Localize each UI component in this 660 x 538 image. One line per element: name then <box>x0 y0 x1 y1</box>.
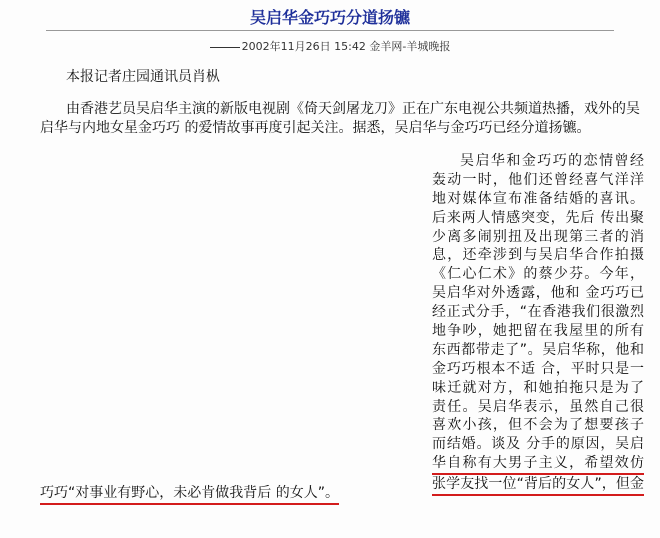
column-line: 后来两人情感突变，先后 传出聚 <box>432 209 644 226</box>
column-line: 吴启华对外透露，他和 金巧巧已 <box>432 285 644 302</box>
column-line-highlighted: 华自称有大男子主义，希望效仿 <box>432 454 644 475</box>
column-line: 责任。吴启华表示，虽然自己很 <box>432 398 644 415</box>
column-line: 轰动一时，他们还曾经喜气洋洋 <box>432 171 644 188</box>
byline-text: 2002年11月26日 15:42 金羊网-羊城晚报 <box>241 40 451 53</box>
column-line: 《仁心仁术》的蔡少芬。今年， <box>432 266 644 283</box>
column-line: 味迁就对方，和她拍拖只是为了 <box>432 379 644 396</box>
column-line: 地争吵，她把留在我屋里的所有 <box>432 323 644 340</box>
body-column <box>432 152 644 496</box>
column-line: 经正式分手，“在香港我们很激烈 <box>432 304 644 321</box>
column-line: 而结婚。谈及 分手的原因，吴启 <box>432 436 644 453</box>
column-line: 金巧巧根本不适 合，平时只是一 <box>432 360 644 377</box>
column-line: 少离多闹别扭及出现第三者的消 <box>432 228 644 245</box>
column-line-highlighted: 张学友找一位“背后的女人”，但金 <box>432 475 644 496</box>
headline: 吴启华金巧巧分道扬镳 <box>249 8 410 27</box>
closing-line-highlighted: 巧巧“对事业有野心，未必肯做我背后 的女人”。 <box>40 484 339 505</box>
lead-paragraph: 由香港艺员吴启华主演的新版电视剧《倚天剑屠龙刀》正在广东电视公共频道热播，戏外的吴启华与内地女星金巧巧 的爱情故事再度引起关注。据悉，吴启华与金巧巧已经分道扬镳。 <box>40 101 640 136</box>
column-line: 东西都带走了”。吴启华称，他和 <box>432 341 644 358</box>
header-divider <box>46 30 614 31</box>
column-line: 息，还牵涉到与吴启华合作拍摄 <box>432 247 644 264</box>
column-line: 喜欢小孩，但不会为了想要孩子 <box>432 417 644 434</box>
column-line: 地对媒体宣布准备结婚的喜讯。 <box>432 190 644 207</box>
byline-blank <box>210 47 240 48</box>
column-line: 吴启华和金巧巧的恋情曾经 <box>460 153 644 169</box>
reporter-credit: 本报记者庄园通讯员肖枞 <box>66 69 220 85</box>
byline <box>0 40 660 54</box>
